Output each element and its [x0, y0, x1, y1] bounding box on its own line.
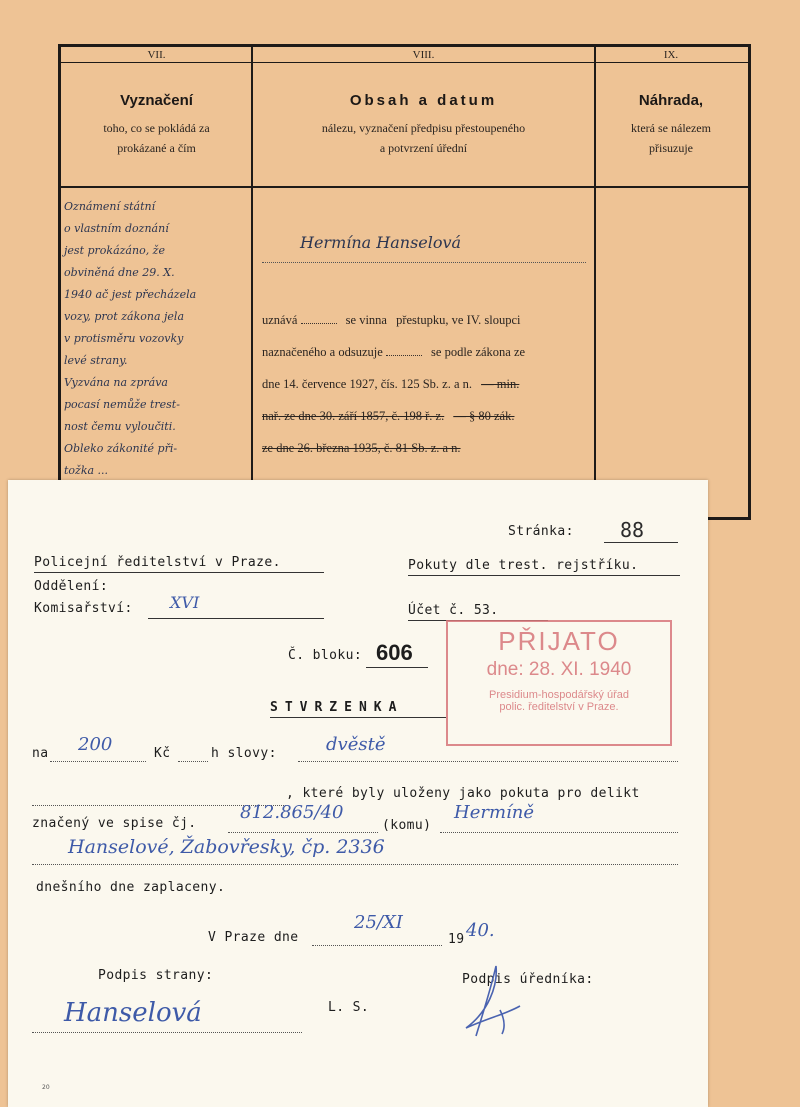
page-number: 88 — [620, 518, 645, 542]
to-whom-dots — [440, 832, 678, 833]
fine-text: , které byly uloženy jako pokuta pro delikt — [286, 786, 640, 801]
column-numeral-vii: VII. — [147, 49, 166, 61]
verdict-word: naznačeného a odsuzuje — [262, 345, 383, 359]
handwritten-line: vozy, prot zákona jela — [64, 310, 184, 323]
handwritten-line: pocasí nemůže trest- — [64, 398, 180, 411]
commissariat-value: XVI — [170, 593, 200, 612]
paid-text: dnešního dne zaplaceny. — [36, 880, 226, 895]
currency-label: Kč — [154, 746, 171, 761]
blank-dots — [301, 323, 337, 324]
commissariat-underline — [148, 618, 324, 619]
stamp-office-line-2: polic. ředitelství v Praze. — [499, 701, 619, 713]
address-dots — [32, 864, 678, 865]
commissariat-label: Komisařství: — [34, 601, 133, 616]
office-underline — [34, 572, 324, 573]
numeral-row-divider — [60, 62, 748, 63]
stamp-received-word: PŘIJATO — [498, 626, 620, 656]
file-label: značený ve spise čj. — [32, 816, 197, 831]
verdict-word: uznává — [262, 313, 298, 327]
verdict-word: se podle zákona ze — [431, 345, 526, 359]
column-subtitle-obsah-1: nálezu, vyznačení předpisu přestoupeného — [321, 121, 526, 135]
page-label: Stránka: — [508, 524, 574, 539]
block-number-underline — [366, 667, 428, 668]
verdict-word: se vinna — [345, 313, 387, 327]
amount-dots — [50, 761, 146, 762]
received-stamp — [446, 620, 672, 746]
register-underline — [408, 575, 680, 576]
receipt-heading: STVRZENKA — [270, 700, 404, 715]
heading-underline — [270, 717, 446, 718]
block-number: 606 — [376, 640, 413, 665]
convicted-name: Hermína Hanselová — [300, 233, 462, 252]
header-row-divider — [60, 186, 748, 188]
column-subtitle-nahrada-2: přisuzuje — [649, 141, 693, 155]
handwritten-line: Oznámení státní — [64, 200, 156, 213]
column-divider-2 — [594, 46, 596, 516]
verdict-line-3 — [262, 377, 592, 392]
handwritten-line: levé strany. — [64, 354, 128, 367]
column-divider-1 — [251, 46, 253, 516]
block-label: Č. bloku: — [288, 648, 363, 663]
handwritten-line: Obleko zákonité při- — [64, 442, 178, 455]
register-name: Pokuty dle trest. rejstříku. — [408, 558, 639, 573]
column-subtitle-vyznaceni-1: toho, co se pokládá za — [103, 121, 210, 135]
verdict-word-struck: — min. — [481, 377, 520, 391]
column-title-nahrada: Náhrada, — [638, 92, 704, 109]
handwritten-line: tožka ... — [64, 464, 109, 477]
party-signature-dots — [32, 1032, 302, 1033]
amount-value: 200 — [78, 734, 113, 755]
receipt-slip — [8, 480, 708, 1107]
date-value: 25/XI — [354, 912, 403, 933]
column-numeral-ix: IX. — [663, 49, 679, 61]
handwritten-finding-text — [64, 196, 250, 482]
place-date-label: V Praze dne — [208, 930, 299, 945]
in-words-label: h slovy: — [211, 746, 277, 761]
blank-dots — [386, 355, 422, 356]
verdict-word: dne 14. července 1927, čís. 125 Sb. z. a n. — [262, 377, 473, 391]
handwritten-line: jest prokázáno, že — [64, 244, 165, 257]
column-subtitle-nahrada-1: která se nálezem — [631, 121, 711, 135]
stamp-date: dne: 28. XI. 1940 — [486, 659, 632, 680]
party-signature: Hanselová — [64, 998, 202, 1028]
party-signature-label: Podpis strany: — [98, 968, 214, 983]
verdict-line-1 — [262, 313, 592, 328]
corner-mark: 20 — [42, 1084, 50, 1091]
handwritten-line: obviněná dne 29. X. — [64, 266, 175, 279]
department-label: Oddělení: — [34, 579, 109, 594]
account-label: Účet č. 53. — [408, 603, 499, 618]
column-title-obsah: Obsah a datum — [349, 92, 498, 109]
date-dots — [312, 945, 442, 946]
verdict-word-struck: — § 80 zák. — [453, 409, 515, 423]
file-number: 812.865/40 — [240, 802, 344, 823]
year-value: 40. — [466, 920, 495, 941]
file-dots — [228, 832, 378, 833]
handwritten-line: Vyzvána na zpráva — [64, 376, 168, 389]
seal-label: L. S. — [328, 1000, 370, 1015]
handwritten-line: 1940 ač jest přecházela — [64, 288, 197, 301]
handwritten-line: v protisměru vozovky — [64, 332, 184, 345]
column-numeral-viii: VIII. — [412, 49, 435, 61]
official-signature — [448, 956, 538, 1046]
column-subtitle-obsah-2: a potvrzení úřední — [379, 141, 468, 155]
stamp-office-line-1: Presidium-hospodářský úřad — [488, 689, 629, 701]
amount-prefix: na — [32, 746, 49, 761]
page-number-underline — [604, 542, 678, 543]
verdict-line-5 — [262, 441, 592, 456]
name-underline — [262, 262, 586, 263]
in-words-value: dvěstě — [326, 734, 386, 755]
verdict-line-4 — [262, 409, 592, 424]
currency-dots — [178, 761, 208, 762]
year-prefix: 19 — [448, 932, 465, 947]
to-whom-value: Hermíně — [454, 802, 535, 823]
verdict-line-2 — [262, 345, 592, 360]
verdict-word: přestupku, ve IV. sloupci — [396, 313, 521, 327]
handwritten-line: o vlastním doznání — [64, 222, 169, 235]
verdict-word-struck: nař. ze dne 30. září 1857, č. 198 ř. z. — [262, 409, 445, 423]
column-subtitle-vyznaceni-2: prokázané a čím — [117, 141, 196, 155]
column-title-vyznaceni: Vyznačení — [120, 92, 193, 109]
office-name: Policejní ředitelství v Praze. — [34, 555, 281, 570]
in-words-dots — [298, 761, 678, 762]
to-whom-label: (komu) — [382, 818, 432, 833]
verdict-word-struck: ze dne 26. března 1935, č. 81 Sb. z. a n. — [262, 441, 461, 455]
handwritten-line: nost čemu vyloučiti. — [64, 420, 176, 433]
address-value: Hanselové, Žabovřesky, čp. 2336 — [68, 836, 385, 858]
official-signature-label: Podpis úředníka: — [462, 972, 594, 987]
